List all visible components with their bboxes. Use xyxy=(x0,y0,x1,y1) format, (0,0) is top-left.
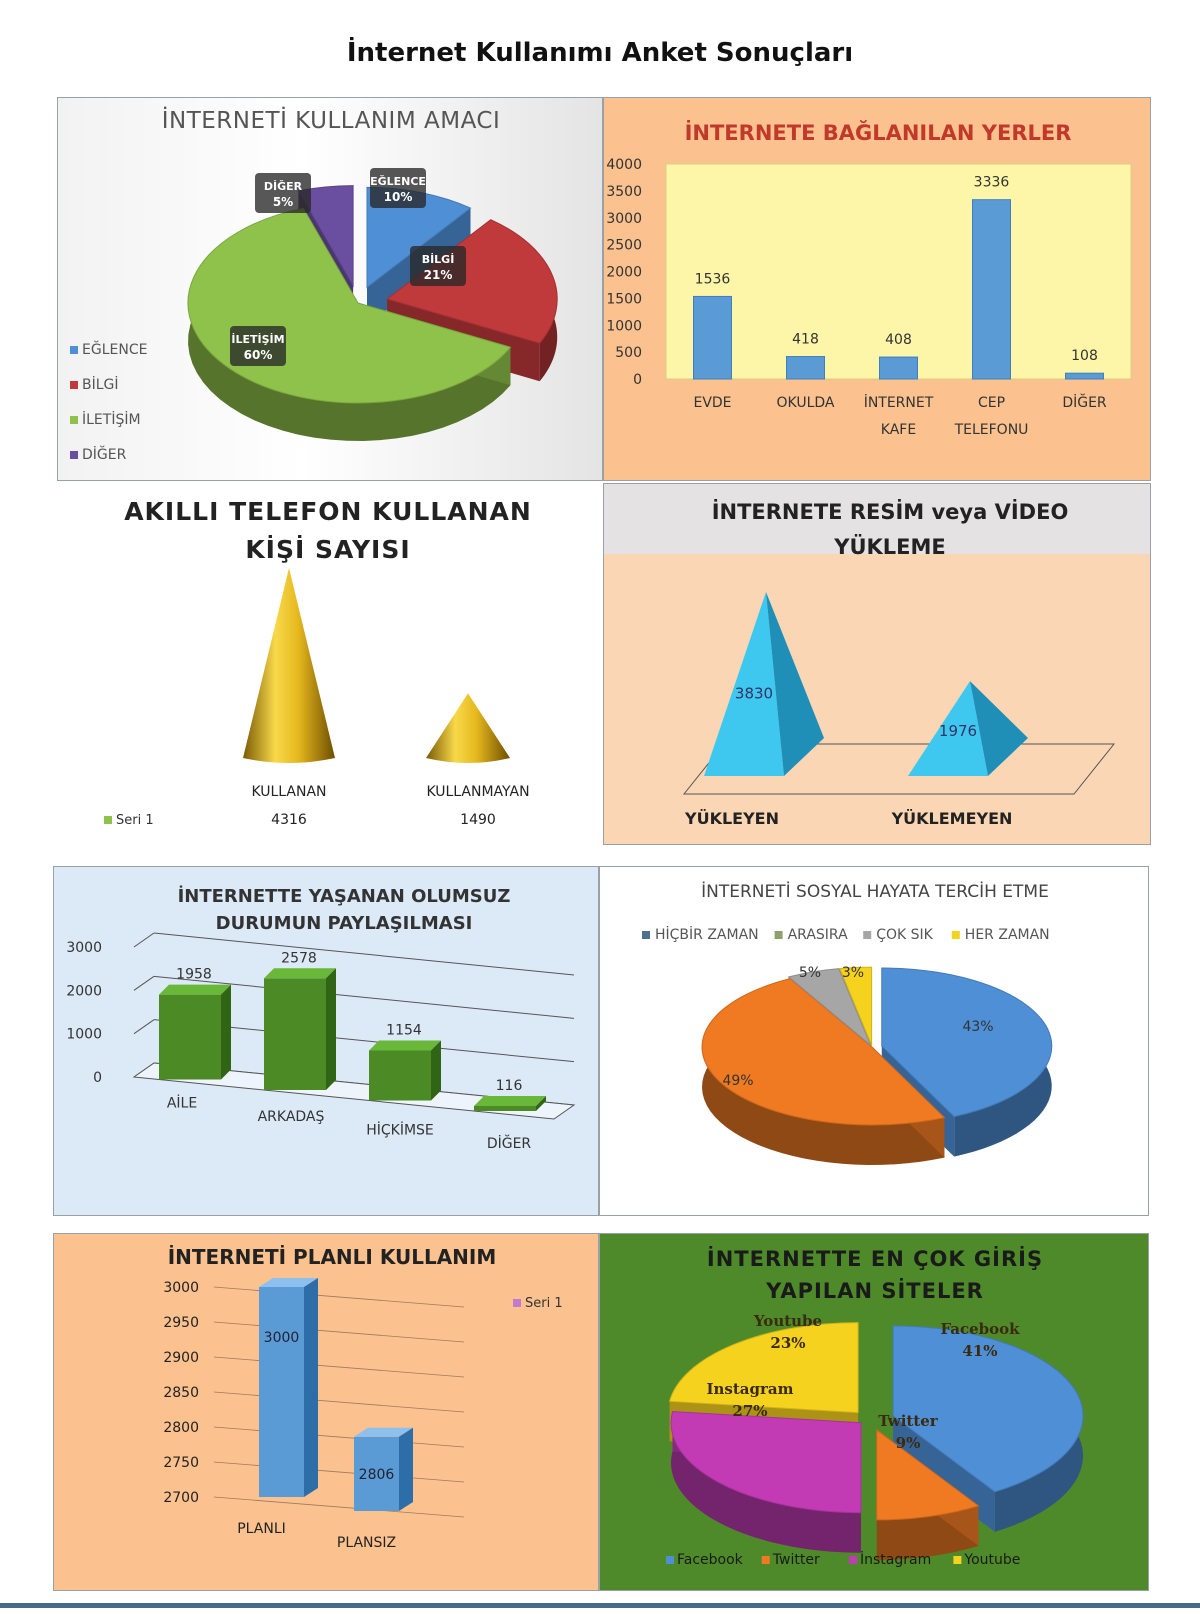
planned-grid-5 xyxy=(214,1322,464,1342)
sites-title-line-1: YAPILAN SİTELER xyxy=(766,1279,984,1303)
negative-value-label-3: 116 xyxy=(495,1077,523,1094)
connection-places-bar-3 xyxy=(973,200,1011,379)
usage-purpose-category-label-3: DİĞER xyxy=(263,180,303,193)
planned-grid-1 xyxy=(214,1462,464,1482)
photo-video-upload-chart xyxy=(604,484,1151,845)
smartphone-legend-label: Seri 1 xyxy=(116,813,154,828)
social-title: İNTERNETİ SOSYAL HAYATA TERCİH ETME xyxy=(701,882,1049,902)
negative-ytick-3: 3000 xyxy=(66,940,102,956)
sites-legend-swatch-1 xyxy=(762,1556,770,1564)
planned-xtick-1: PLANSIZ xyxy=(336,1535,397,1551)
usage-purpose-legend-swatch-3 xyxy=(70,451,78,459)
sites-category-label-2: Instagram xyxy=(706,1380,794,1398)
sites-value-label-3: 23% xyxy=(770,1334,806,1352)
connection-places-ytick-5: 2500 xyxy=(606,237,642,254)
connection-places-xtick-0-0: EVDE xyxy=(693,395,732,411)
negative-situation-panel xyxy=(53,866,599,1216)
social-legend-swatch-2 xyxy=(863,931,871,939)
smartphone-xtick-0: KULLANAN xyxy=(251,784,327,800)
connection-places-xtick-1-0: OKULDA xyxy=(776,395,835,411)
sites-category-label-0: Facebook xyxy=(940,1320,1020,1338)
planned-ytick-4: 2900 xyxy=(163,1350,199,1366)
connection-places-value-label-3: 3336 xyxy=(973,174,1010,191)
connection-places-ytick-6: 3000 xyxy=(606,210,642,227)
sites-category-label-3: Youtube xyxy=(753,1312,823,1330)
sites-title-line-0: İNTERNETTE EN ÇOK GİRİŞ xyxy=(706,1247,1044,1271)
smartphone-legend-swatch xyxy=(104,816,112,824)
sites-value-label-0: 41% xyxy=(962,1342,998,1360)
social-legend-swatch-0 xyxy=(642,931,650,939)
negative-bar-top-1 xyxy=(264,968,336,978)
usage-purpose-value-label-1: 21% xyxy=(423,268,453,282)
sites-legend-swatch-0 xyxy=(666,1556,674,1564)
usage-purpose-legend-label-3: DİĞER xyxy=(82,447,127,463)
planned-grid-4 xyxy=(214,1357,464,1377)
planned-value-label-0: 3000 xyxy=(263,1330,300,1346)
social-value-label-3: 3% xyxy=(841,965,865,981)
planned-usage-chart xyxy=(54,1234,599,1591)
social-value-label-0: 43% xyxy=(962,1019,994,1035)
smartphone-title-line-0: AKILLI TELEFON KULLANAN xyxy=(124,497,532,526)
connection-places-xtick-3-1: TELEFONU xyxy=(954,422,1029,438)
social-legend-label-2: ÇOK SIK xyxy=(876,927,933,943)
planned-bar-side-0 xyxy=(304,1278,318,1497)
sites-legend-label-2: İnstagram xyxy=(860,1552,932,1568)
sites-legend-swatch-2 xyxy=(849,1556,857,1564)
usage-purpose-value-label-0: 10% xyxy=(383,190,413,204)
usage-purpose-title: İNTERNETİ KULLANIM AMACI xyxy=(161,108,501,134)
negative-bar-3 xyxy=(474,1106,536,1111)
connection-places-value-label-4: 108 xyxy=(1071,348,1098,365)
negative-bar-1 xyxy=(264,978,326,1090)
most-visited-sites-chart xyxy=(600,1234,1149,1591)
negative-bar-2 xyxy=(369,1050,431,1100)
negative-value-label-0: 1958 xyxy=(176,966,212,983)
connection-places-bar-4 xyxy=(1066,373,1104,379)
usage-purpose-category-label-2: İLETİŞİM xyxy=(231,333,285,346)
planned-usage-panel xyxy=(53,1233,599,1591)
negative-value-label-2: 1154 xyxy=(386,1022,422,1039)
connection-places-ytick-4: 2000 xyxy=(606,264,642,281)
sites-value-label-1: 9% xyxy=(895,1434,921,1452)
negative-ytick-2: 2000 xyxy=(66,983,102,1000)
usage-purpose-legend-label-2: İLETİŞİM xyxy=(82,412,141,428)
social-value-label-2: 5% xyxy=(798,965,822,981)
planned-bar-side-1 xyxy=(399,1428,413,1511)
negative-xtick-3: DİĞER xyxy=(486,1136,532,1152)
connection-places-value-label-2: 408 xyxy=(885,332,912,349)
smartphone-cone-0 xyxy=(243,568,335,763)
planned-grid-0 xyxy=(214,1497,464,1517)
planned-grid-6 xyxy=(214,1287,464,1307)
planned-xtick-0: PLANLI xyxy=(237,1521,286,1537)
social-life-panel xyxy=(599,866,1149,1216)
planned-ytick-5: 2950 xyxy=(163,1315,199,1331)
negative-grid-left-3 xyxy=(134,933,154,947)
connection-places-xtick-4-0: DİĞER xyxy=(1062,395,1107,411)
usage-purpose-panel xyxy=(57,97,603,481)
social-legend-label-1: ARASIRA xyxy=(787,927,848,943)
negative-grid-left-1 xyxy=(134,1020,154,1034)
connection-places-bar-2 xyxy=(880,357,918,379)
social-legend-swatch-3 xyxy=(952,931,960,939)
sites-legend-swatch-3 xyxy=(953,1556,961,1564)
connection-places-bar-1 xyxy=(787,357,825,379)
negative-xtick-2: HİÇKİMSE xyxy=(366,1122,434,1139)
negative-ytick-0: 0 xyxy=(93,1070,102,1086)
smartphone-cone-1 xyxy=(426,693,510,763)
most-visited-sites-panel xyxy=(599,1233,1149,1591)
connection-places-value-label-0: 1536 xyxy=(694,271,731,288)
sites-legend-label-3: Youtube xyxy=(964,1552,1021,1568)
usage-purpose-legend-swatch-2 xyxy=(70,416,78,424)
usage-purpose-category-label-0: EĞLENCE xyxy=(370,175,426,188)
smartphone-title-line-1: KİŞİ SAYISI xyxy=(245,535,411,564)
usage-purpose-value-label-3: 5% xyxy=(272,195,294,209)
negative-bar-top-2 xyxy=(369,1040,441,1050)
photo-video-upload-panel xyxy=(603,483,1151,845)
planned-ytick-1: 2750 xyxy=(163,1455,199,1471)
smartphone-users-chart xyxy=(58,484,603,845)
negative-value-label-1: 2578 xyxy=(281,950,317,967)
sites-legend-label-0: Facebook xyxy=(677,1552,743,1568)
planned-legend-label: Seri 1 xyxy=(525,1296,563,1311)
negative-title-line-1: DURUMUN PAYLAŞILMASI xyxy=(215,913,473,934)
negative-bar-side-1 xyxy=(326,968,336,1090)
planned-bar-0 xyxy=(259,1287,304,1497)
connection-places-bar-0 xyxy=(694,296,732,379)
connection-places-xtick-2-1: KAFE xyxy=(880,422,917,438)
connection-places-ytick-2: 1000 xyxy=(606,318,642,335)
smartphone-value-label-0: 4316 xyxy=(271,812,307,828)
sites-slice-3 xyxy=(670,1323,859,1413)
bottom-rule xyxy=(0,1603,1200,1608)
connection-places-ytick-3: 1500 xyxy=(606,291,642,308)
upload-value-label-0: 3830 xyxy=(734,684,774,703)
usage-purpose-legend-swatch-1 xyxy=(70,381,78,389)
sites-value-label-2: 27% xyxy=(732,1402,768,1420)
planned-value-label-1: 2806 xyxy=(358,1466,395,1483)
usage-purpose-legend-label-0: EĞLENCE xyxy=(82,342,148,358)
connection-places-xtick-2-0: İNTERNET xyxy=(863,395,934,411)
connection-places-chart xyxy=(604,98,1151,481)
smartphone-users-panel xyxy=(57,483,603,845)
upload-xtick-0: YÜKLEYEN xyxy=(684,809,780,828)
negative-situation-chart xyxy=(54,867,599,1216)
connection-places-ytick-7: 3500 xyxy=(606,183,642,200)
usage-purpose-legend-swatch-0 xyxy=(70,346,78,354)
social-legend-label-0: HİÇBİR ZAMAN xyxy=(655,927,759,943)
social-legend-label-3: HER ZAMAN xyxy=(964,927,1050,943)
negative-bar-side-0 xyxy=(221,985,231,1080)
planned-title: İNTERNETİ PLANLI KULLANIM xyxy=(167,1245,497,1269)
smartphone-value-label-1: 1490 xyxy=(460,812,496,828)
social-legend-swatch-1 xyxy=(775,931,783,939)
planned-ytick-3: 2850 xyxy=(163,1385,199,1401)
negative-bar-0 xyxy=(159,995,221,1080)
planned-ytick-2: 2800 xyxy=(163,1420,199,1436)
connection-places-panel xyxy=(603,97,1151,481)
negative-bar-side-2 xyxy=(431,1040,441,1100)
usage-purpose-legend-label-1: BİLGİ xyxy=(82,377,119,393)
planned-legend-swatch xyxy=(513,1299,521,1307)
page-title: İnternet Kullanımı Anket Sonuçları xyxy=(346,38,854,68)
connection-places-value-label-1: 418 xyxy=(792,331,819,348)
negative-xtick-1: ARKADAŞ xyxy=(257,1109,325,1125)
negative-xtick-0: AİLE xyxy=(166,1095,198,1112)
connection-places-ytick-1: 500 xyxy=(615,345,642,362)
negative-bar-top-0 xyxy=(159,985,231,995)
upload-title-line-1: YÜKLEME xyxy=(834,535,946,559)
usage-purpose-value-label-2: 60% xyxy=(243,348,273,362)
planned-grid-3 xyxy=(214,1392,464,1412)
connection-places-xtick-3-0: CEP xyxy=(977,395,1006,411)
upload-value-label-1: 1976 xyxy=(938,722,978,741)
upload-title-line-0: İNTERNETE RESİM veya VİDEO xyxy=(711,500,1069,524)
usage-purpose-category-label-1: BİLGİ xyxy=(421,253,455,266)
negative-grid-left-2 xyxy=(134,976,154,990)
negative-ytick-1: 1000 xyxy=(66,1026,102,1043)
upload-xtick-1: YÜKLEMEYEN xyxy=(891,809,1013,828)
social-value-label-1: 49% xyxy=(722,1073,754,1089)
negative-bar-top-3 xyxy=(474,1096,546,1106)
planned-grid-2 xyxy=(214,1427,464,1447)
connection-places-title: İNTERNETE BAĞLANILAN YERLER xyxy=(684,121,1072,145)
planned-ytick-0: 2700 xyxy=(163,1490,199,1506)
negative-grid-3 xyxy=(154,933,574,975)
connection-places-ytick-8: 4000 xyxy=(606,157,642,173)
negative-title-line-0: İNTERNETTE YAŞANAN OLUMSUZ xyxy=(177,886,511,907)
connection-places-ytick-0: 0 xyxy=(633,372,642,388)
usage-purpose-chart xyxy=(58,98,603,481)
sites-category-label-1: Twitter xyxy=(878,1412,938,1430)
sites-legend-label-1: Twitter xyxy=(772,1552,820,1568)
planned-ytick-6: 3000 xyxy=(163,1280,199,1296)
smartphone-xtick-1: KULLANMAYAN xyxy=(426,784,530,800)
social-life-chart xyxy=(600,867,1149,1216)
